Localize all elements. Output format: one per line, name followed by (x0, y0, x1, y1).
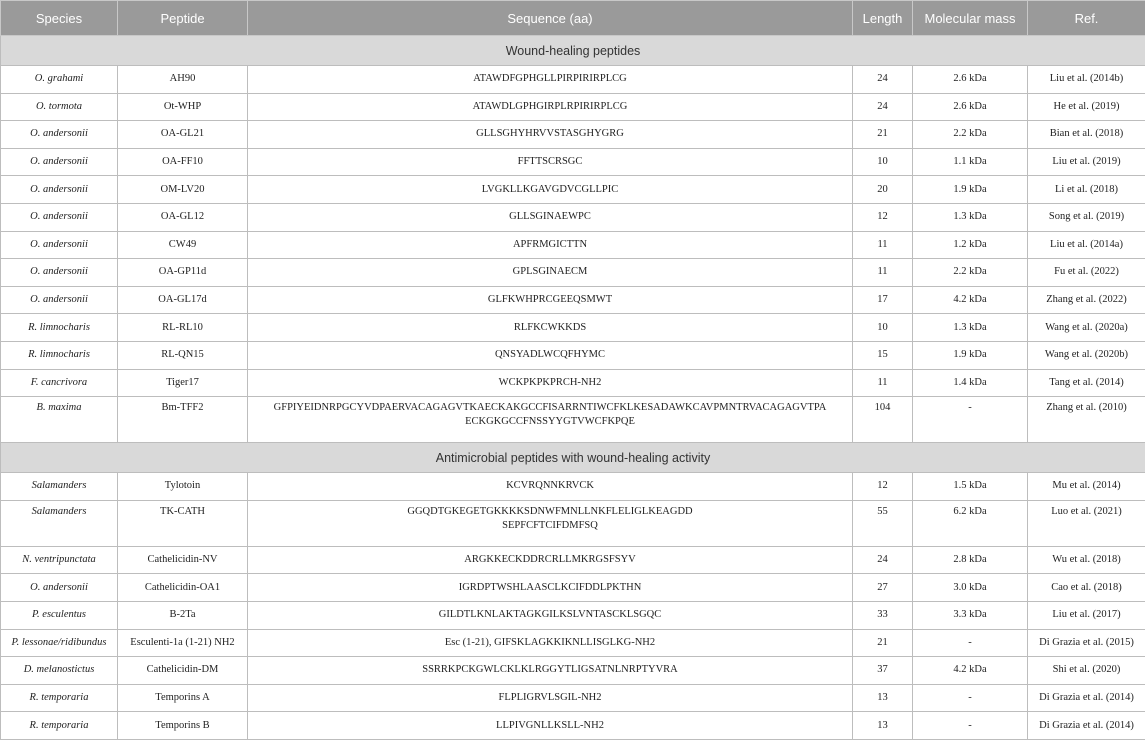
cell-mass: 4.2 kDa (913, 286, 1028, 314)
cell-length: 21 (853, 121, 913, 149)
cell-sequence: GLLSGHYHRVVSTASGHYGRG (248, 121, 853, 149)
cell-sequence: ATAWDLGPHGIRPLRPIRIRPLCG (248, 93, 853, 121)
cell-peptide: B-2Ta (118, 601, 248, 629)
cell-mass: 1.3 kDa (913, 314, 1028, 342)
cell-length: 24 (853, 66, 913, 94)
cell-species: F. cancrivora (1, 369, 118, 397)
cell-sequence: FLPLIGRVLSGIL-NH2 (248, 684, 853, 712)
cell-mass: 1.2 kDa (913, 231, 1028, 259)
cell-length: 11 (853, 369, 913, 397)
cell-species: B. maxima (1, 397, 118, 443)
cell-mass: 2.2 kDa (913, 121, 1028, 149)
cell-ref: Cao et al. (2018) (1028, 574, 1145, 602)
cell-sequence: QNSYADLWCQFHYMC (248, 341, 853, 369)
cell-ref: Mu et al. (2014) (1028, 473, 1145, 501)
cell-species: O. andersonii (1, 203, 118, 231)
cell-species: O. tormota (1, 93, 118, 121)
cell-peptide: CW49 (118, 231, 248, 259)
cell-peptide: Temporins A (118, 684, 248, 712)
cell-species: O. andersonii (1, 121, 118, 149)
section-title: Wound-healing peptides (1, 36, 1145, 66)
cell-species: O. andersonii (1, 574, 118, 602)
cell-sequence: GILDTLKNLAKTAGKGILKSLVNTASCKLSGQC (248, 601, 853, 629)
cell-peptide: Cathelicidin-DM (118, 657, 248, 685)
table-row (1, 231, 1145, 259)
cell-length: 10 (853, 148, 913, 176)
cell-mass: 3.3 kDa (913, 601, 1028, 629)
cell-length: 37 (853, 657, 913, 685)
table-row (1, 341, 1145, 369)
cell-ref: Di Grazia et al. (2015) (1028, 629, 1145, 657)
cell-peptide: Tiger17 (118, 369, 248, 397)
cell-peptide: OA-GP11d (118, 259, 248, 287)
cell-length: 27 (853, 574, 913, 602)
cell-peptide: Esculenti-1a (1-21) NH2 (118, 629, 248, 657)
cell-mass: 1.5 kDa (913, 473, 1028, 501)
cell-mass: - (913, 629, 1028, 657)
cell-peptide: Ot-WHP (118, 93, 248, 121)
cell-species: O. andersonii (1, 259, 118, 287)
cell-length: 24 (853, 546, 913, 574)
table-row (1, 259, 1145, 287)
cell-sequence: GFPIYEIDNRPGCYVDPAERVACAGAGVTKAECKAKGCCFISARRNTIWCFKLKESADAWKCAVPMNTRVACAGAGVTPA ECKGKGCCFNSSYYGTVWCFKPQE (248, 397, 853, 443)
cell-length: 104 (853, 397, 913, 443)
cell-peptide: OA-GL17d (118, 286, 248, 314)
table-row (1, 574, 1145, 602)
cell-length: 12 (853, 473, 913, 501)
cell-sequence: KCVRQNNKRVCK (248, 473, 853, 501)
table-row (1, 712, 1145, 740)
cell-sequence: APFRMGICTTN (248, 231, 853, 259)
cell-ref: Tang et al. (2014) (1028, 369, 1145, 397)
cell-species: O. andersonii (1, 176, 118, 204)
cell-ref: Song et al. (2019) (1028, 203, 1145, 231)
cell-species: D. melanostictus (1, 657, 118, 685)
cell-species: P. esculentus (1, 601, 118, 629)
cell-sequence: ATAWDFGPHGLLPIRPIRIRPLCG (248, 66, 853, 94)
cell-species: Salamanders (1, 473, 118, 501)
cell-length: 13 (853, 712, 913, 740)
cell-ref: Zhang et al. (2022) (1028, 286, 1145, 314)
cell-length: 11 (853, 259, 913, 287)
cell-species: P. lessonae/ridibundus (1, 629, 118, 657)
cell-peptide: AH90 (118, 66, 248, 94)
cell-ref: Luo et al. (2021) (1028, 500, 1145, 546)
cell-species: O. andersonii (1, 286, 118, 314)
cell-mass: 2.8 kDa (913, 546, 1028, 574)
cell-sequence: LLPIVGNLLKSLL-NH2 (248, 712, 853, 740)
cell-ref: Liu et al. (2014a) (1028, 231, 1145, 259)
cell-species: O. grahami (1, 66, 118, 94)
section-row (1, 36, 1145, 66)
cell-mass: 1.1 kDa (913, 148, 1028, 176)
table-row (1, 203, 1145, 231)
table-row (1, 629, 1145, 657)
cell-mass: 3.0 kDa (913, 574, 1028, 602)
cell-species: O. andersonii (1, 231, 118, 259)
cell-peptide: OM-LV20 (118, 176, 248, 204)
cell-mass: 6.2 kDa (913, 500, 1028, 546)
cell-mass: 1.4 kDa (913, 369, 1028, 397)
table-row (1, 369, 1145, 397)
cell-peptide: TK-CATH (118, 500, 248, 546)
cell-ref: Liu et al. (2014b) (1028, 66, 1145, 94)
cell-length: 17 (853, 286, 913, 314)
section-row (1, 443, 1145, 473)
cell-ref: Fu et al. (2022) (1028, 259, 1145, 287)
cell-peptide: Tylotoin (118, 473, 248, 501)
header-length: Length (853, 1, 913, 36)
cell-sequence: GLLSGINAEWPC (248, 203, 853, 231)
cell-peptide: Bm-TFF2 (118, 397, 248, 443)
cell-length: 21 (853, 629, 913, 657)
cell-length: 13 (853, 684, 913, 712)
cell-length: 10 (853, 314, 913, 342)
cell-mass: 2.6 kDa (913, 66, 1028, 94)
cell-sequence: GLFKWHPRCGEEQSMWT (248, 286, 853, 314)
cell-ref: Liu et al. (2017) (1028, 601, 1145, 629)
table-row (1, 546, 1145, 574)
header-peptide: Peptide (118, 1, 248, 36)
header-mass: Molecular mass (913, 1, 1028, 36)
cell-sequence: WCKPKPKPRCH-NH2 (248, 369, 853, 397)
cell-sequence: GPLSGINAECM (248, 259, 853, 287)
cell-ref: Liu et al. (2019) (1028, 148, 1145, 176)
table-row (1, 500, 1145, 546)
cell-ref: Shi et al. (2020) (1028, 657, 1145, 685)
cell-ref: Wang et al. (2020a) (1028, 314, 1145, 342)
cell-sequence: GGQDTGKEGETGKKKKSDNWFMNLLNKFLELIGLKEAGDD SEPFCFTCIFDMFSQ (248, 500, 853, 546)
cell-mass: - (913, 712, 1028, 740)
cell-ref: Di Grazia et al. (2014) (1028, 712, 1145, 740)
cell-mass: 2.2 kDa (913, 259, 1028, 287)
table-row (1, 657, 1145, 685)
table-row (1, 176, 1145, 204)
cell-peptide: Cathelicidin-NV (118, 546, 248, 574)
cell-peptide: RL-QN15 (118, 341, 248, 369)
cell-sequence: FFTTSCRSGC (248, 148, 853, 176)
cell-ref: Bian et al. (2018) (1028, 121, 1145, 149)
cell-sequence: RLFKCWKKDS (248, 314, 853, 342)
cell-peptide: Cathelicidin-OA1 (118, 574, 248, 602)
table-row (1, 66, 1145, 94)
header-sequence: Sequence (aa) (248, 1, 853, 36)
cell-sequence: Esc (1-21), GIFSKLAGKKIKNLLISGLKG-NH2 (248, 629, 853, 657)
cell-mass: 1.3 kDa (913, 203, 1028, 231)
cell-peptide: OA-GL21 (118, 121, 248, 149)
cell-species: R. temporaria (1, 684, 118, 712)
cell-peptide: Temporins B (118, 712, 248, 740)
cell-sequence: ARGKKECKDDRCRLLMKRGSFSYV (248, 546, 853, 574)
cell-species: R. limnocharis (1, 341, 118, 369)
table-row (1, 148, 1145, 176)
cell-species: Salamanders (1, 500, 118, 546)
cell-length: 11 (853, 231, 913, 259)
table-row (1, 286, 1145, 314)
cell-sequence: SSRRKPCKGWLCKLKLRGGYTLIGSATNLNRPTYVRA (248, 657, 853, 685)
cell-sequence: LVGKLLKGAVGDVCGLLPIC (248, 176, 853, 204)
table-row (1, 314, 1145, 342)
cell-ref: Wang et al. (2020b) (1028, 341, 1145, 369)
cell-length: 33 (853, 601, 913, 629)
cell-ref: Wu et al. (2018) (1028, 546, 1145, 574)
cell-mass: 1.9 kDa (913, 341, 1028, 369)
cell-species: O. andersonii (1, 148, 118, 176)
cell-mass: - (913, 397, 1028, 443)
section-title: Antimicrobial peptides with wound-healing activity (1, 443, 1145, 473)
cell-peptide: OA-GL12 (118, 203, 248, 231)
header-row (1, 1, 1145, 36)
table-row (1, 121, 1145, 149)
cell-length: 20 (853, 176, 913, 204)
cell-mass: 1.9 kDa (913, 176, 1028, 204)
cell-peptide: RL-RL10 (118, 314, 248, 342)
cell-ref: He et al. (2019) (1028, 93, 1145, 121)
cell-species: N. ventripunctata (1, 546, 118, 574)
cell-species: R. temporaria (1, 712, 118, 740)
cell-ref: Di Grazia et al. (2014) (1028, 684, 1145, 712)
cell-mass: 2.6 kDa (913, 93, 1028, 121)
cell-ref: Li et al. (2018) (1028, 176, 1145, 204)
cell-length: 24 (853, 93, 913, 121)
cell-mass: - (913, 684, 1028, 712)
cell-sequence: IGRDPTWSHLAASCLKCIFDDLPKTHN (248, 574, 853, 602)
header-ref: Ref. (1028, 1, 1145, 36)
table-body (1, 36, 1145, 740)
header-species: Species (1, 1, 118, 36)
cell-ref: Zhang et al. (2010) (1028, 397, 1145, 443)
table-row (1, 473, 1145, 501)
cell-species: R. limnocharis (1, 314, 118, 342)
cell-length: 15 (853, 341, 913, 369)
table-row (1, 93, 1145, 121)
table-row (1, 397, 1145, 443)
table-row (1, 601, 1145, 629)
table-row (1, 684, 1145, 712)
cell-peptide: OA-FF10 (118, 148, 248, 176)
cell-length: 55 (853, 500, 913, 546)
cell-mass: 4.2 kDa (913, 657, 1028, 685)
cell-length: 12 (853, 203, 913, 231)
